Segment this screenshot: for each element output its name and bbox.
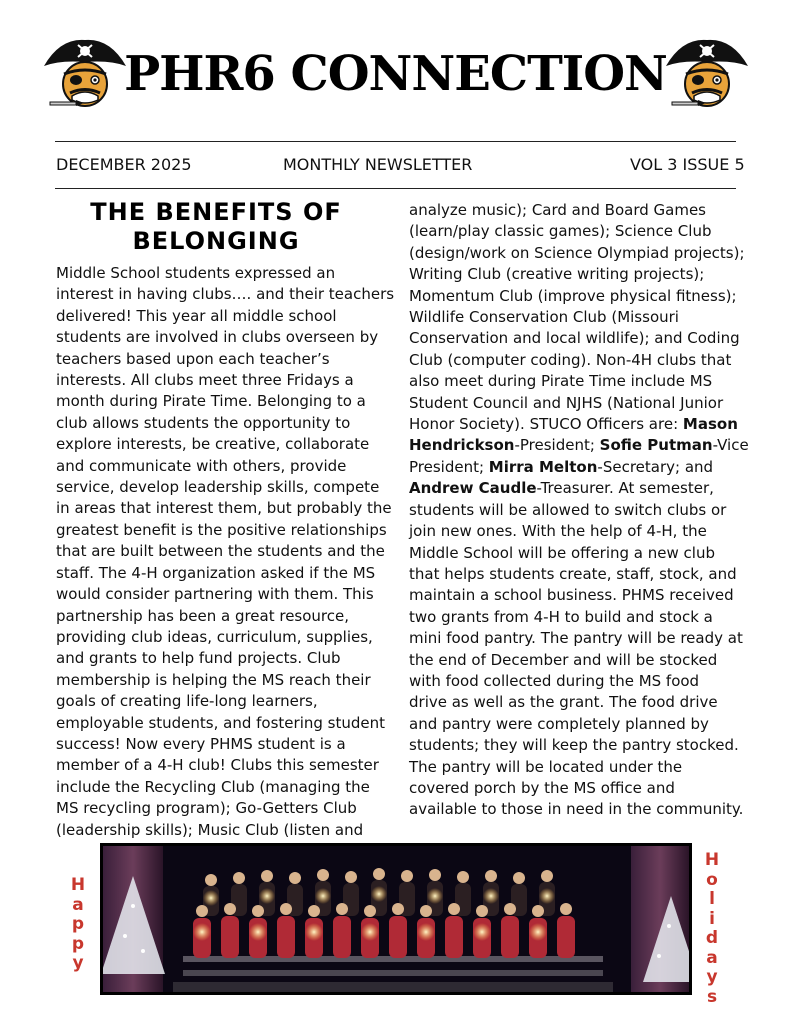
body-line: and grants to help fund projects. Club: [56, 649, 341, 668]
body-line: service, develop leadership skills, compete: [56, 478, 380, 497]
officer-role: President;: [409, 457, 489, 476]
body-line: Wildlife Conservation Club (Missouri: [409, 308, 679, 327]
body-line: MS recycling program); Go-Getters Club: [56, 799, 357, 818]
body-line: covered porch by the MS office and: [409, 778, 675, 797]
newsletter-title: PHR6 CONNECTION: [124, 46, 667, 102]
pirate-mascot-icon: [662, 36, 752, 116]
body-line: would consider partnering with them. This: [56, 585, 374, 604]
body-line: partnership has been a great resource,: [56, 606, 350, 625]
body-line: (design/work on Science Olympiad projects);: [409, 243, 745, 262]
body-line: students; they will keep the pantry stocked.: [409, 736, 739, 755]
holiday-letter: y: [72, 953, 84, 973]
body-line: and communicate with others, provide: [56, 456, 347, 475]
body-line: analyze music); Card and Board Games: [409, 201, 706, 219]
body-line: join new ones. With the help of 4-H, the: [409, 522, 707, 541]
headline-line: THE BENEFITS OF: [90, 198, 342, 226]
body-line: The pantry will be located under the: [409, 757, 683, 776]
body-line: success! Now every PHMS student is a: [56, 734, 346, 753]
body-line: interest in having clubs…. and their teachers: [56, 285, 395, 304]
body-line: explore interests, be creative, collaborate: [56, 435, 370, 454]
body-line: teachers based upon each teacher’s: [56, 349, 330, 368]
body-line: two grants from 4-H to build and stock a: [409, 607, 713, 626]
body-line: students are involved in clubs overseen by: [56, 328, 379, 347]
body-line: that helps students create, staff, stock, and: [409, 564, 737, 583]
choir-concert-photo: [100, 843, 692, 995]
holidays-vertical-text: [702, 851, 722, 1007]
body-line: and pantry were completely planned by: [409, 714, 709, 733]
article-headline: [56, 198, 376, 256]
body-line: Student Council and NJHS (National Junior: [409, 393, 724, 412]
officer-name: Mason: [682, 415, 738, 434]
holiday-letter: o: [706, 869, 718, 890]
officer-name: Mirra Melton: [488, 457, 598, 476]
newsletter-type: MONTHLY NEWSLETTER: [283, 155, 473, 174]
body-line: Middle School will be offering a new club: [409, 543, 715, 562]
holiday-letter: p: [71, 933, 85, 954]
holiday-letter: i: [709, 908, 715, 929]
holiday-letter: H: [70, 875, 86, 895]
holiday-letter: p: [71, 914, 85, 934]
body-line: the end of December and will be stocked: [409, 650, 718, 669]
holiday-letter: a: [706, 947, 718, 968]
body-line: [409, 435, 749, 456]
body-line: [409, 457, 739, 478]
masthead: [0, 30, 791, 130]
holiday-letter: a: [72, 894, 84, 915]
body-line: member of a 4-H club! Clubs this semester: [56, 756, 379, 775]
body-text: Honor Society). STUCO Officers are:: [409, 415, 679, 434]
body-line: goals of creating life-long learners,: [56, 692, 318, 711]
article-right-column: [409, 200, 749, 821]
body-line: membership is helping the MS reach their: [56, 670, 371, 689]
holiday-letter: H: [704, 850, 720, 870]
holiday-letter: d: [705, 928, 719, 948]
body-line: [409, 478, 739, 499]
body-line: include the Recycling Club (managing the: [56, 777, 370, 796]
body-line: students will be allowed to switch clubs or: [409, 500, 727, 519]
body-line: employable students, and fostering student: [56, 713, 385, 732]
body-line: interests. All clubs meet three Fridays a: [56, 371, 354, 390]
body-line: delivered! This year all middle school: [56, 306, 337, 325]
body-line: Middle School students expressed an: [56, 264, 336, 282]
holiday-letter: s: [706, 986, 718, 1007]
officer-role: -Treasurer. At semester,: [536, 479, 714, 498]
officer-role: -Vice: [712, 436, 749, 455]
body-line: with food collected during the MS food: [409, 671, 700, 690]
body-line: providing club ideas, curriculum, supplies,: [56, 627, 373, 646]
article-left-column: [56, 263, 395, 841]
holiday-letter: y: [706, 967, 718, 987]
top-divider: [55, 141, 736, 142]
officer-name: Andrew Caudle: [409, 479, 537, 498]
bottom-divider: [55, 188, 736, 189]
body-line: month during Pirate Time. Belonging to a: [56, 392, 366, 411]
body-line: Momentum Club (improve physical fitness);: [409, 286, 737, 305]
body-line: available to those in need in the community.: [409, 800, 744, 819]
body-line: club allows students the opportunity to: [56, 413, 351, 432]
headline-line: BELONGING: [132, 227, 300, 255]
body-line: Writing Club (creative writing projects);: [409, 265, 705, 284]
body-line: [409, 414, 739, 435]
officer-role: -President;: [514, 436, 600, 455]
body-line: also meet during Pirate Time include MS: [409, 372, 713, 391]
body-line: mini food pantry. The pantry will be ready at: [409, 629, 743, 648]
body-line: Club (computer coding). Non-4H clubs that: [409, 350, 732, 369]
officer-role: -Secretary; and: [597, 457, 714, 476]
holiday-letter: l: [709, 889, 715, 909]
body-line: (leadership skills); Music Club (listen and: [56, 820, 364, 839]
body-line: (learn/play classic games); Science Club: [409, 222, 712, 241]
officer-name: Sofie Putman: [599, 436, 713, 455]
officer-name: Hendrickson: [409, 436, 515, 455]
volume-issue: VOL 3 ISSUE 5: [630, 155, 745, 174]
issue-date: DECEMBER 2025: [56, 155, 192, 174]
body-line: greatest benefit is the positive relationships: [56, 520, 387, 539]
body-line: Conservation and local wildlife); and Coding: [409, 329, 740, 348]
body-line: staff. The 4-H organization asked if the MS: [56, 563, 376, 582]
body-line: drive as well as the grant. The food drive: [409, 693, 718, 712]
body-line: in areas that interest them, but probably the: [56, 499, 392, 518]
happy-vertical-text: [68, 876, 88, 974]
body-line: that are built between the students and the: [56, 542, 385, 561]
body-line: maintain a school business. PHMS received: [409, 586, 734, 605]
concert-scene: [103, 846, 689, 992]
